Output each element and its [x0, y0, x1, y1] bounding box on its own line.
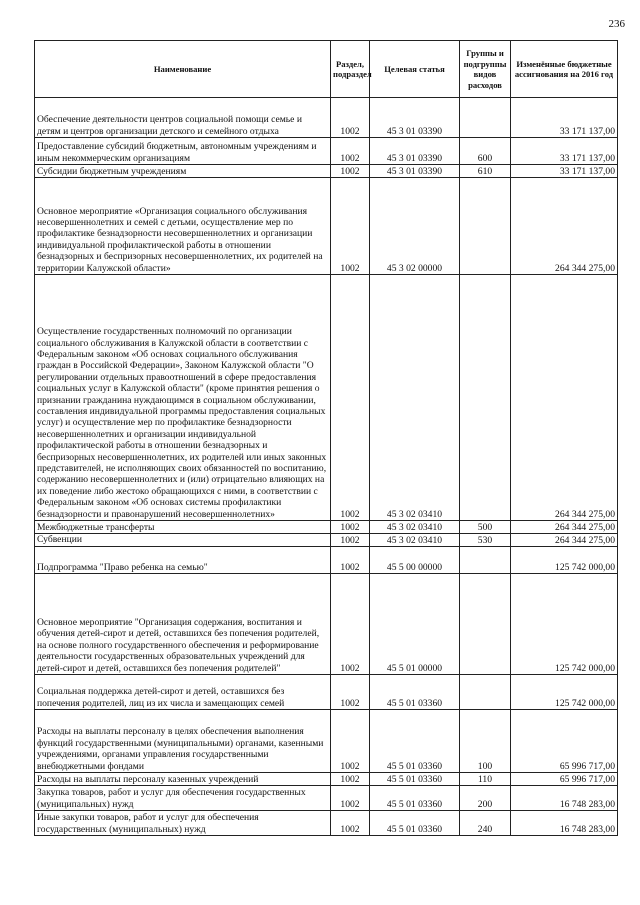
row-amount: 264 344 275,00 [511, 534, 618, 547]
row-target: 45 5 01 03360 [370, 811, 460, 836]
row-section: 1002 [331, 165, 370, 178]
row-amount: 16 748 283,00 [511, 811, 618, 836]
row-amount: 65 996 717,00 [511, 710, 618, 773]
table-row [35, 138, 618, 165]
row-section: 1002 [331, 547, 370, 574]
page-number: 236 [608, 18, 625, 30]
row-name: Субсидии бюджетным учреждениям [35, 165, 331, 178]
header-name: Наименование [35, 41, 331, 98]
row-amount: 125 742 000,00 [511, 547, 618, 574]
row-target: 45 3 02 00000 [370, 178, 460, 275]
row-target: 45 3 02 03410 [370, 521, 460, 534]
header-section: Раздел, подраздел [331, 41, 370, 98]
row-name: Расходы на выплаты персоналу казенных учреждений [35, 773, 331, 786]
table-row [35, 178, 618, 275]
row-amount: 33 171 137,00 [511, 98, 618, 138]
row-group [460, 98, 511, 138]
row-amount: 16 748 283,00 [511, 786, 618, 811]
row-section: 1002 [331, 675, 370, 710]
table-row [35, 98, 618, 138]
table-row [35, 521, 618, 534]
row-group: 600 [460, 138, 511, 165]
row-amount: 264 344 275,00 [511, 275, 618, 521]
table-row [35, 811, 618, 836]
budget-table [34, 40, 618, 836]
row-target: 45 5 01 03360 [370, 710, 460, 773]
row-target: 45 5 01 03360 [370, 786, 460, 811]
row-section: 1002 [331, 574, 370, 675]
row-section: 1002 [331, 178, 370, 275]
table-row [35, 547, 618, 574]
row-group: 100 [460, 710, 511, 773]
row-target: 45 5 01 00000 [370, 574, 460, 675]
row-amount: 264 344 275,00 [511, 521, 618, 534]
row-name: Подпрограмма "Право ребенка на семью" [35, 547, 331, 574]
table-row [35, 786, 618, 811]
row-name: Субвенции [35, 534, 331, 547]
row-amount: 33 171 137,00 [511, 138, 618, 165]
row-target: 45 3 01 03390 [370, 138, 460, 165]
row-group [460, 574, 511, 675]
row-section: 1002 [331, 773, 370, 786]
table-row [35, 534, 618, 547]
header-target: Целевая статья [370, 41, 460, 98]
row-section: 1002 [331, 811, 370, 836]
row-name: Межбюджетные трансферты [35, 521, 331, 534]
row-name: Расходы на выплаты персоналу в целях обеспечения выполнения функций государственными (муниципальными) органами, казенными учреждениями, органами управления государственными внебюджетными фондами [35, 710, 331, 773]
row-group [460, 675, 511, 710]
header-row [35, 41, 618, 98]
row-target: 45 5 01 03360 [370, 773, 460, 786]
table-row [35, 165, 618, 178]
row-target: 45 5 01 03360 [370, 675, 460, 710]
header-amount: Изменённые бюджетные ассигнования на 2016 год [511, 41, 618, 98]
row-section: 1002 [331, 521, 370, 534]
row-section: 1002 [331, 275, 370, 521]
row-group: 610 [460, 165, 511, 178]
row-name: Социальная поддержка детей-сирот и детей, оставшихся без попечения родителей, лиц из их числа и замещающих семей [35, 675, 331, 710]
row-amount: 125 742 000,00 [511, 675, 618, 710]
row-amount: 264 344 275,00 [511, 178, 618, 275]
row-group [460, 178, 511, 275]
row-section: 1002 [331, 710, 370, 773]
table-row [35, 574, 618, 675]
row-group: 530 [460, 534, 511, 547]
row-section: 1002 [331, 98, 370, 138]
row-amount: 65 996 717,00 [511, 773, 618, 786]
row-target: 45 3 01 03390 [370, 165, 460, 178]
row-group [460, 547, 511, 574]
row-group: 110 [460, 773, 511, 786]
row-name: Предоставление субсидий бюджетным, автономным учреждениям и иным некоммерческим организациям [35, 138, 331, 165]
row-name: Обеспечение деятельности центров социальной помощи семье и детям и центров организации детского и семейного отдыха [35, 98, 331, 138]
row-group: 200 [460, 786, 511, 811]
row-section: 1002 [331, 534, 370, 547]
row-name: Основное мероприятие «Организация социального обслуживания несовершеннолетних и семей с детьми, осуществление мер по профилактике безнадзорности несовершеннолетних и организации индивидуальной профилактической работы в отношении безнадзорных и беспризорных несовершеннолетних, их родителей на территории Калужской области» [35, 178, 331, 275]
row-name: Основное мероприятие "Организация содержания, воспитания и обучения детей-сирот и детей, оставшихся без попечения родителей, на основе полного государственного обеспечения и реформирование деятельности государственных образовательных учреждений для детей-сирот и детей, оставшихся без попечения родителей" [35, 574, 331, 675]
row-target: 45 3 02 03410 [370, 275, 460, 521]
row-name: Закупка товаров, работ и услуг для обеспечения государственных (муниципальных) нужд [35, 786, 331, 811]
row-group [460, 275, 511, 521]
row-target: 45 5 00 00000 [370, 547, 460, 574]
row-section: 1002 [331, 138, 370, 165]
row-group: 240 [460, 811, 511, 836]
row-name: Иные закупки товаров, работ и услуг для обеспечения государственных (муниципальных) нужд [35, 811, 331, 836]
table-row [35, 675, 618, 710]
table-row [35, 710, 618, 773]
row-amount: 33 171 137,00 [511, 165, 618, 178]
row-section: 1002 [331, 786, 370, 811]
row-amount: 125 742 000,00 [511, 574, 618, 675]
row-target: 45 3 02 03410 [370, 534, 460, 547]
table-row [35, 773, 618, 786]
row-target: 45 3 01 03390 [370, 98, 460, 138]
table-row [35, 275, 618, 521]
row-name: Осуществление государственных полномочий по организации социального обслуживания в Калужской области в соответствии с Федеральным законом «Об основах социального обслуживания граждан в Российской Федерации», Законом Калужской области "О регулировании отдельных правоотношений в сфере предоставления социальных услуг в Калужской области" (кроме принятия решения о признании гражданина нуждающимся в социальном обслуживании, составления индивидуальной программы предоставления социальных услуг) и осуществление мер по профилактике безнадзорности несовершеннолетних и организации индивидуальной профилактической работы в отношении безнадзорных и беспризорных несовершеннолетних, их родителей или иных законных представителей, не исполняющих своих обязанностей по воспитанию, содержанию несовершеннолетних и (или) отрицательно влияющих на их поведение либо жестоко обращающихся с ними, в соответствии с Федеральным законом «Об основах системы профилактики безнадзорности и правонарушений несовершеннолетних» [35, 275, 331, 521]
header-group: Группы и подгруппы видов расходов [460, 41, 511, 98]
row-group: 500 [460, 521, 511, 534]
